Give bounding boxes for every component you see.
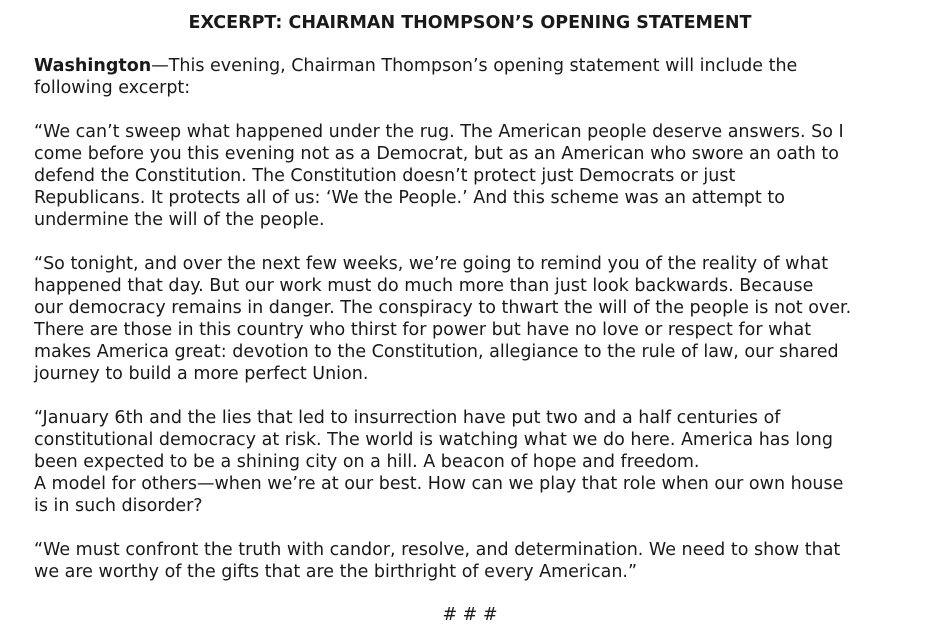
paragraph-line: been expected to be a shining city on a hill. A beacon of hope and freedom. [34,452,700,472]
paragraph-line: constitutional democracy at risk. The world is watching what we do here. America has long [34,430,833,450]
paragraph-line: our democracy remains in danger. The conspiracy to thwart the will of the people is not over. [34,298,852,318]
paragraph-line: “January 6th and the lies that led to insurrection have put two and a half centuries of [34,408,781,428]
intro-paragraph [34,55,906,99]
quote-paragraph-2 [34,253,906,385]
paragraph-line: “We must confront the truth with candor, resolve, and determination. We need to show that [34,540,841,560]
paragraph-line: “We can’t sweep what happened under the rug. The American people deserve answers. So I [34,122,844,142]
paragraph-line: undermine the will of the people. [34,210,325,230]
quote-paragraph-4 [34,539,906,583]
dateline: Washington [34,56,152,76]
quote-paragraph-1 [34,121,906,231]
paragraph-line: makes America great: devotion to the Constitution, allegiance to the rule of law, our shared [34,342,839,362]
intro-text: —This evening, Chairman Thompson’s opening statement will include the [151,56,798,76]
paragraph-line: defend the Constitution. The Constitution doesn’t protect just Democrats or just [34,166,736,186]
paragraph-line: “So tonight, and over the next few weeks, we’re going to remind you of the reality of what [34,254,829,274]
quote-paragraph-3 [34,407,906,517]
paragraph-line: There are those in this country who thirst for power but have no love or respect for what [34,320,812,340]
paragraph-line: happened that day. But our work must do much more than just look backwards. Because [34,276,814,296]
paragraph-line: journey to build a more perfect Union. [34,364,369,384]
end-mark: # # # [442,605,498,625]
paragraph-line: A model for others—when we’re at our best. How can we play that role when our own house [34,474,844,494]
paragraph-line: we are worthy of the gifts that are the birthright of every American.” [34,562,638,582]
paragraph-line: come before you this evening not as a Democrat, but as an American who swore an oath to [34,144,839,164]
document-title: EXCERPT: CHAIRMAN THOMPSON’S OPENING STATEMENT [188,13,752,33]
paragraph-line: Republicans. It protects all of us: ‘We the People.’ And this scheme was an attempt to [34,188,785,208]
intro-line-1 [34,55,906,77]
intro-line-2: following excerpt: [34,78,191,98]
paragraph-line: is in such disorder? [34,496,203,516]
